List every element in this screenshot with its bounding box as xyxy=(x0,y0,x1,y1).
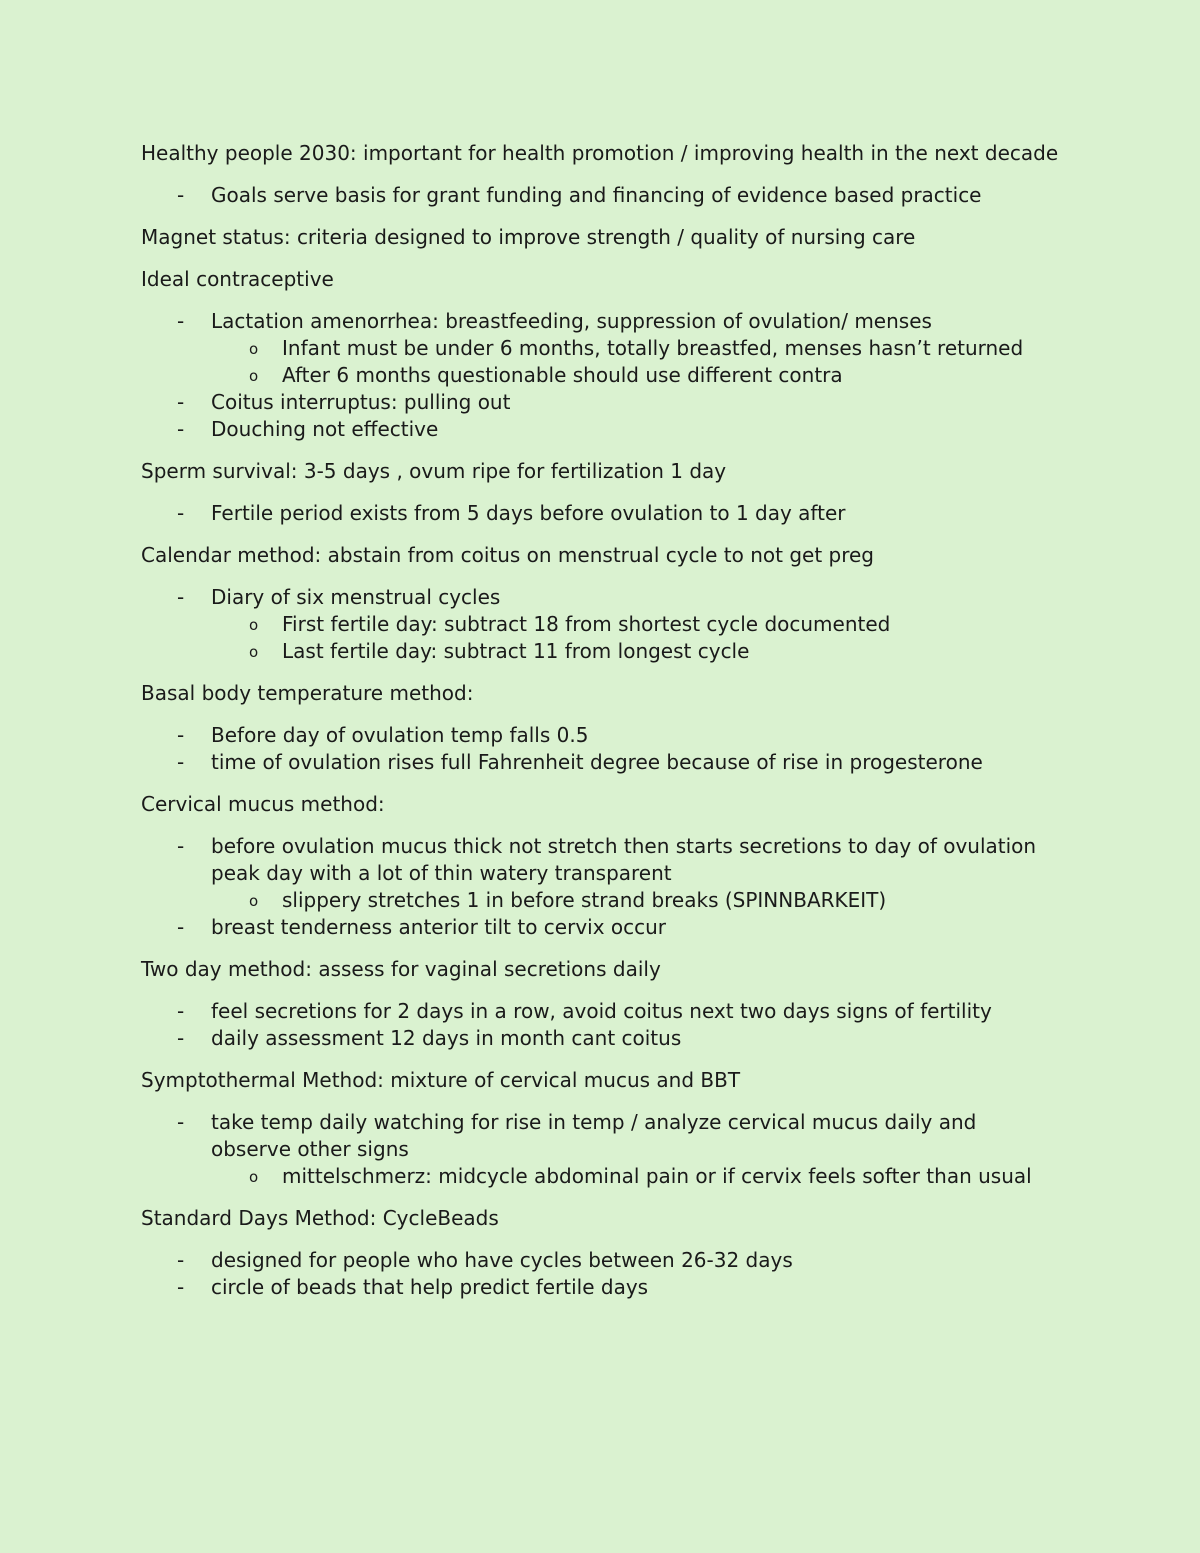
list-item-text: Coitus interruptus: pulling out xyxy=(211,390,511,414)
section-heading: Ideal contraceptive xyxy=(141,267,334,291)
list-item xyxy=(141,914,1061,941)
list-item xyxy=(141,1109,1061,1190)
section-heading: Two day method: assess for vaginal secretions daily xyxy=(141,957,661,981)
circle-bullet-icon: o xyxy=(249,340,259,358)
bullet-list xyxy=(141,833,1061,941)
dash-bullet-icon: - xyxy=(177,1110,185,1134)
section-heading: Cervical mucus method: xyxy=(141,792,385,816)
dash-bullet-icon: - xyxy=(177,1248,185,1272)
sub-list-item-text: Infant must be under 6 months, totally breastfed, menses hasn’t returned xyxy=(282,336,1024,360)
list-item-text: Goals serve basis for grant funding and financing of evidence based practice xyxy=(211,183,982,207)
circle-bullet-icon: o xyxy=(249,643,259,661)
section-heading: Symptothermal Method: mixture of cervical mucus and BBT xyxy=(141,1068,741,1092)
list-item-text: before ovulation mucus thick not stretch then starts secretions to day of ovulation peak day with a lot of thin watery transparent xyxy=(211,834,1037,885)
bullet-list xyxy=(141,1109,1061,1190)
dash-bullet-icon: - xyxy=(177,1026,185,1050)
list-item-text: circle of beads that help predict fertile days xyxy=(211,1275,649,1299)
section-heading: Calendar method: abstain from coitus on menstrual cycle to not get preg xyxy=(141,543,874,567)
list-item xyxy=(141,1025,1061,1052)
list-item-text: breast tenderness anterior tilt to cervix occur xyxy=(211,915,667,939)
sub-list-item-text: mittelschmerz: midcycle abdominal pain or if cervix feels softer than usual xyxy=(282,1164,1032,1188)
bullet-list xyxy=(141,182,1061,209)
list-item-text: Douching not effective xyxy=(211,417,439,441)
sub-bullet-list xyxy=(211,611,1061,665)
dash-bullet-icon: - xyxy=(177,585,185,609)
dash-bullet-icon: - xyxy=(177,915,185,939)
list-item xyxy=(141,584,1061,665)
list-item xyxy=(141,500,1061,527)
sub-list-item xyxy=(211,335,1061,362)
sub-list-item-text: First fertile day: subtract 18 from shortest cycle documented xyxy=(282,612,891,636)
list-item xyxy=(141,998,1061,1025)
section-heading: Basal body temperature method: xyxy=(141,681,474,705)
list-item-text: take temp daily watching for rise in temp / analyze cervical mucus daily and observe other signs xyxy=(211,1110,977,1161)
bullet-list xyxy=(141,722,1061,776)
circle-bullet-icon: o xyxy=(249,1168,259,1186)
dash-bullet-icon: - xyxy=(177,390,185,414)
list-item xyxy=(141,749,1061,776)
sub-list-item-text: After 6 months questionable should use different contra xyxy=(282,363,843,387)
list-item-text: time of ovulation rises full Fahrenheit degree because of rise in progesterone xyxy=(211,750,983,774)
dash-bullet-icon: - xyxy=(177,750,185,774)
list-item-text: Lactation amenorrhea: breastfeeding, suppression of ovulation/ menses xyxy=(211,309,932,333)
section-heading: Healthy people 2030: important for health promotion / improving health in the next decade xyxy=(141,141,1059,165)
sub-bullet-list xyxy=(211,1163,1061,1190)
sub-list-item xyxy=(211,611,1061,638)
dash-bullet-icon: - xyxy=(177,183,185,207)
dash-bullet-icon: - xyxy=(177,417,185,441)
circle-bullet-icon: o xyxy=(249,367,259,385)
bullet-list xyxy=(141,998,1061,1052)
bullet-list xyxy=(141,308,1061,443)
list-item-text: Fertile period exists from 5 days before ovulation to 1 day after xyxy=(211,501,846,525)
list-item-text: Before day of ovulation temp falls 0.5 xyxy=(211,723,589,747)
sub-list-item xyxy=(211,638,1061,665)
sub-bullet-list xyxy=(211,887,1061,914)
list-item-text: daily assessment 12 days in month cant coitus xyxy=(211,1026,682,1050)
dash-bullet-icon: - xyxy=(177,834,185,858)
list-item xyxy=(141,722,1061,749)
list-item xyxy=(141,416,1061,443)
dash-bullet-icon: - xyxy=(177,1275,185,1299)
sub-list-item xyxy=(211,1163,1061,1190)
bullet-list xyxy=(141,500,1061,527)
dash-bullet-icon: - xyxy=(177,723,185,747)
document-page xyxy=(141,140,1061,1301)
section-heading: Standard Days Method: CycleBeads xyxy=(141,1206,499,1230)
sub-list-item-text: slippery stretches 1 in before strand breaks (SPINNBARKEIT) xyxy=(282,888,887,912)
dash-bullet-icon: - xyxy=(177,501,185,525)
list-item xyxy=(141,1247,1061,1274)
sub-bullet-list xyxy=(211,335,1061,389)
sub-list-item-text: Last fertile day: subtract 11 from longest cycle xyxy=(282,639,750,663)
circle-bullet-icon: o xyxy=(249,616,259,634)
circle-bullet-icon: o xyxy=(249,892,259,910)
dash-bullet-icon: - xyxy=(177,999,185,1023)
list-item-text: Diary of six menstrual cycles xyxy=(211,585,501,609)
list-item xyxy=(141,1274,1061,1301)
bullet-list xyxy=(141,1247,1061,1301)
list-item-text: designed for people who have cycles between 26-32 days xyxy=(211,1248,793,1272)
list-item-text: feel secretions for 2 days in a row, avoid coitus next two days signs of fertility xyxy=(211,999,992,1023)
list-item xyxy=(141,308,1061,389)
list-item xyxy=(141,833,1061,914)
dash-bullet-icon: - xyxy=(177,309,185,333)
sub-list-item xyxy=(211,887,1061,914)
list-item xyxy=(141,389,1061,416)
list-item xyxy=(141,182,1061,209)
section-heading: Sperm survival: 3-5 days , ovum ripe for fertilization 1 day xyxy=(141,459,727,483)
section-heading: Magnet status: criteria designed to improve strength / quality of nursing care xyxy=(141,225,916,249)
sub-list-item xyxy=(211,362,1061,389)
bullet-list xyxy=(141,584,1061,665)
